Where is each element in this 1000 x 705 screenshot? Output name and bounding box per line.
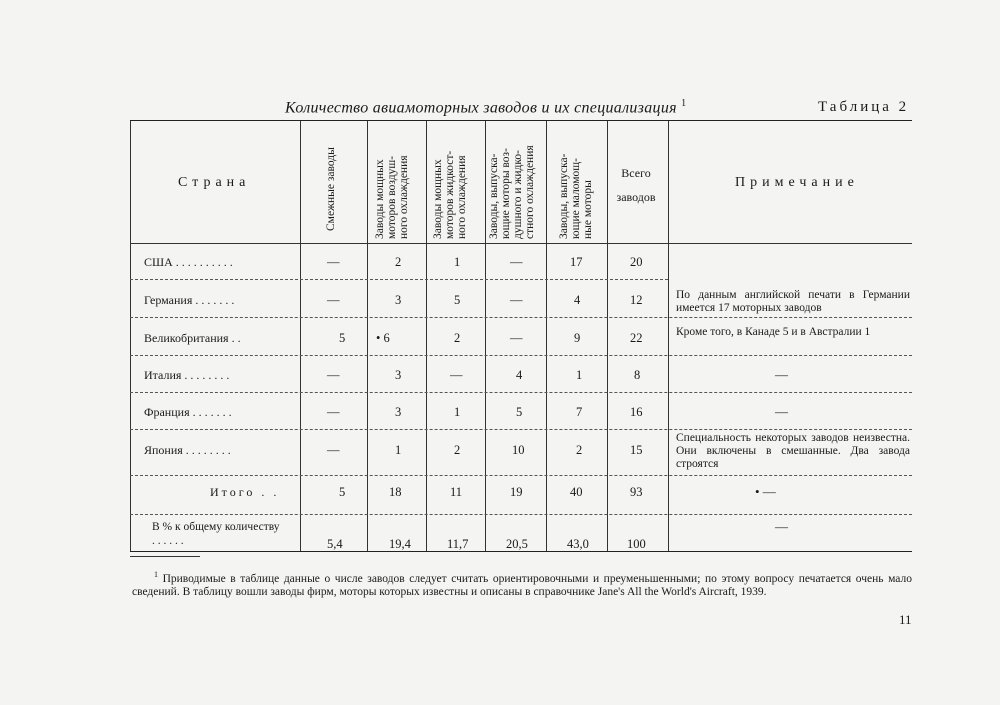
footnote-rule xyxy=(130,556,200,557)
cell-mixed: 5 xyxy=(516,405,523,419)
title-footnote-mark: 1 xyxy=(681,98,687,109)
cell-total: 22 xyxy=(630,331,643,345)
header-col-liquid-cooled: Заводы мощных моторов жидкост- ного охлаждения xyxy=(432,150,468,239)
cell-mixed: 10 xyxy=(512,443,525,457)
row-country: В % к общему количеству . . . . . . xyxy=(152,521,280,547)
col-border xyxy=(485,121,486,551)
row-note: • — xyxy=(755,484,776,499)
table-title: Количество авиамоторных заводов и их специализация $^1$ xyxy=(285,98,687,117)
data-table xyxy=(130,120,912,552)
cell-mixed: — xyxy=(510,331,523,345)
row-divider xyxy=(130,392,912,393)
cell-liquid: — xyxy=(450,368,463,382)
cell-low: 40 xyxy=(570,485,583,499)
header-note: Примечание xyxy=(735,175,859,190)
cell-adjacent: 5,4 xyxy=(327,537,343,551)
row-country: Великобритания . . xyxy=(144,331,241,345)
footnote-text: Приводимые в таблице данные о числе заводов следует считать ориентировочными и преуменьшенными; по этому вопросу печатается очень мало сведений. В таблицу вошли заводы фирм, моторы которых известны и описаны в справочнике Jane's All the World's Aircraft, 1939. xyxy=(132,572,912,599)
cell-mixed: 4 xyxy=(516,368,523,382)
col-border xyxy=(426,121,427,551)
row-divider xyxy=(130,317,912,318)
col-border xyxy=(668,121,669,551)
cell-air: 3 xyxy=(395,405,402,419)
cell-low: 2 xyxy=(576,443,583,457)
row-country: Италия . . . . . . . . xyxy=(144,368,230,382)
header-country: Страна xyxy=(178,175,251,190)
cell-low: 9 xyxy=(574,331,581,345)
cell-adjacent: — xyxy=(327,255,340,269)
cell-air: 2 xyxy=(395,255,402,269)
cell-mixed: 20,5 xyxy=(506,537,528,551)
header-col-adjacent: Смежные заводы xyxy=(325,147,337,231)
cell-low: 7 xyxy=(576,405,583,419)
cell-low: 43,0 xyxy=(567,537,589,551)
header-total: Всего заводов xyxy=(616,166,656,204)
cell-low: 1 xyxy=(576,368,583,382)
cell-air: 1 xyxy=(395,443,402,457)
cell-total: 15 xyxy=(630,443,643,457)
cell-adjacent: — xyxy=(327,293,340,307)
row-country: Франция . . . . . . . xyxy=(144,405,232,419)
row-note: Специальность некоторых заводов неизвестна. Они включены в смешанные. Два завода строятся xyxy=(676,432,910,470)
cell-total: 12 xyxy=(630,293,643,307)
cell-adjacent: 5 xyxy=(339,485,346,499)
cell-air: • 6 xyxy=(376,331,390,345)
cell-low: 4 xyxy=(574,293,581,307)
cell-total: 100 xyxy=(627,537,646,551)
cell-liquid: 2 xyxy=(454,443,461,457)
row-country: Германия . . . . . . . xyxy=(144,293,235,307)
col-border xyxy=(367,121,368,551)
row-note: — xyxy=(775,367,788,382)
cell-liquid: 11 xyxy=(450,485,463,499)
footnote xyxy=(132,568,912,600)
footnote-mark: 1 xyxy=(154,570,158,579)
cell-low: 17 xyxy=(570,255,583,269)
col-border xyxy=(300,121,301,551)
cell-liquid: 1 xyxy=(454,405,461,419)
cell-air: 19,4 xyxy=(389,537,411,551)
row-note: По данным английской печати в Германии имеется 17 моторных заводов xyxy=(676,289,910,314)
cell-adjacent: — xyxy=(327,405,340,419)
cell-adjacent: — xyxy=(327,368,340,382)
cell-total: 93 xyxy=(630,485,643,499)
cell-air: 3 xyxy=(395,293,402,307)
cell-air: 3 xyxy=(395,368,402,382)
row-country: Япония . . . . . . . . xyxy=(144,443,231,457)
cell-liquid: 5 xyxy=(454,293,461,307)
row-divider xyxy=(130,429,912,430)
cell-air: 18 xyxy=(389,485,402,499)
col-border xyxy=(130,121,131,551)
cell-liquid: 2 xyxy=(454,331,461,345)
header-rule xyxy=(130,243,912,244)
cell-adjacent: 5 xyxy=(339,331,346,345)
row-note: Кроме того, в Канаде 5 и в Австралии 1 xyxy=(676,326,871,338)
cell-total: 20 xyxy=(630,255,643,269)
row-divider xyxy=(130,355,912,356)
row-country: Итого . . xyxy=(210,485,280,499)
cell-adjacent: — xyxy=(327,443,340,457)
row-note: — xyxy=(775,404,788,419)
cell-mixed: 19 xyxy=(510,485,523,499)
cell-total: 16 xyxy=(630,405,643,419)
page-number: 11 xyxy=(899,612,912,627)
row-divider xyxy=(130,475,912,476)
cell-mixed: — xyxy=(510,255,523,269)
table-label: Таблица 2 xyxy=(818,99,910,115)
col-border xyxy=(546,121,547,551)
row-country: США . . . . . . . . . . xyxy=(144,255,233,269)
row-divider xyxy=(130,279,668,280)
header-col-low-power: Заводы, выпуска- ющие маломощ- ные моторы xyxy=(558,153,594,239)
cell-liquid: 1 xyxy=(454,255,461,269)
cell-liquid: 11,7 xyxy=(447,537,469,551)
header-col-air-cooled: Заводы мощных моторов воздуш- ного охлаждения xyxy=(374,155,410,239)
cell-mixed: — xyxy=(510,293,523,307)
cell-total: 8 xyxy=(634,368,641,382)
row-note: — xyxy=(775,519,788,534)
row-divider xyxy=(130,514,912,515)
header-col-mixed: Заводы, выпуска- ющие моторы воз- душного и жидко- стного охлаждения xyxy=(488,145,536,239)
